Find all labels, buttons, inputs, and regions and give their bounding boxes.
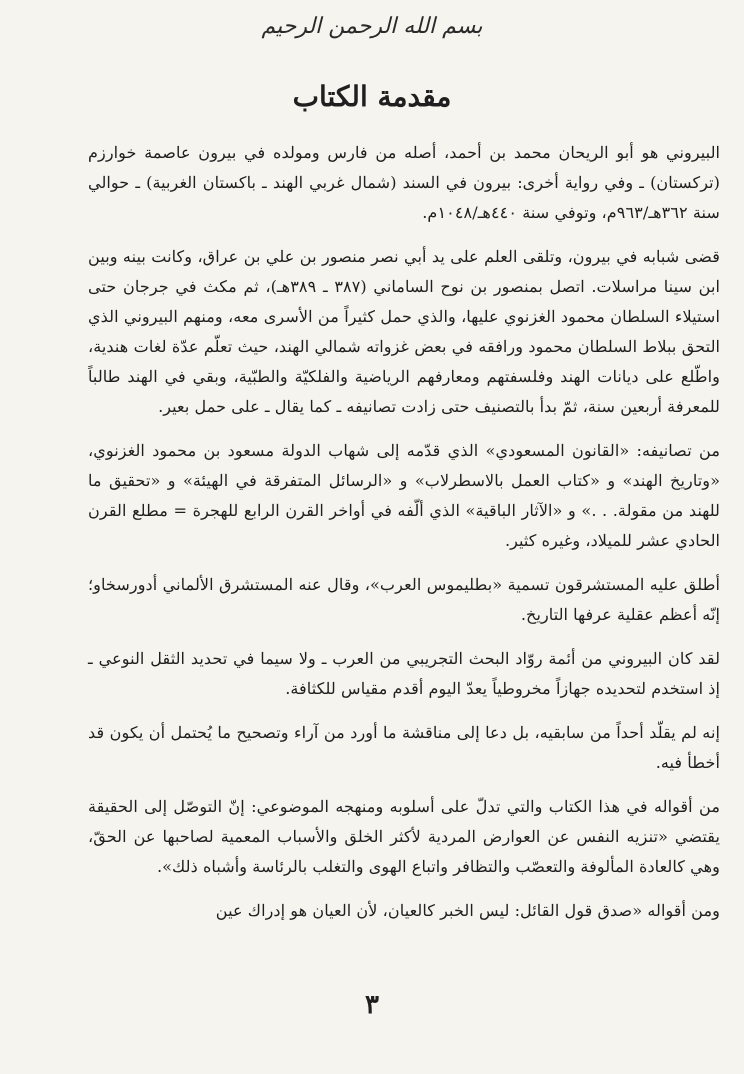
paragraph-6: إنه لم يقلّد أحداً من سابقيه، بل دعا إلى مناقشة ما أورد من آراء وتصحيح ما يُحتمل أن يكون قد أخطأ فيه.: [88, 723, 720, 772]
paragraph-4: أطلق عليه المستشرقون تسمية «بطليموس العرب»، وقال عنه المستشرق الألماني أدورسخاو؛ إنّه أعظم عقلية عرفها التاريخ.: [88, 575, 720, 624]
paragraph-8: ومن أقواله «صدق قول القائل: ليس الخبر كالعيان، لأن العيان هو إدراك عين: [215, 901, 720, 920]
paragraph-1: البيروني هو أبو الريحان محمد بن أحمد، أصله من فارس ومولده في بيرون عاصمة خوارزم (تركستان) ـ وفي رواية أخرى: بيرون في السند (شمال غربي الهند ـ باكستان الغربية) ـ حوالي سنة ٣٦٢هـ/٩٦٣م، وتوفي سنة ٤٤٠هـ/١٠٤٨م.: [88, 143, 720, 222]
paragraph-7: من أقواله في هذا الكتاب والتي تدلّ على أسلوبه ومنهجه الموضوعي: إنّ التوصّل إلى الحقيقة يقتضي «تنزيه النفس عن العوارض المردية لأكثر الخلق والأسباب المعمية لصاحبها عن الحقّ، وهي كالعادة المألوفة والتعصّب والتظافر واتباع الهوى والتغلب بالرئاسة وأشباه ذلك».: [88, 797, 720, 876]
paragraph-3: من تصانيفه: «القانون المسعودي» الذي قدّمه إلى شهاب الدولة مسعود بن محمود الغزنوي، «وتاريخ الهند» و «كتاب العمل بالاسطرلاب» و «الرسائل المتفرقة في الهيئة» و «تحقيق ما للهند من مقولة. . .» و «الآثار الباقية» الذي ألّفه في أواخر القرن الرابع للهجرة = مطلع القرن الحادي عشر للميلاد، وغيره كثير.: [88, 441, 720, 550]
body-text: [88, 138, 720, 940]
page-title: مقدمة الكتاب: [292, 80, 452, 113]
page-number: ٣: [365, 990, 379, 1020]
basmala-heading: بسم الله الرحمن الرحيم: [261, 14, 483, 39]
paragraph-5: لقد كان البيروني من أئمة روّاد البحث التجريبي من العرب ـ ولا سيما في تحديد الثقل النوعي ـ إذ استخدم لتحديده جهازاً مخروطياً يعدّ اليوم أقدم مقياس للكثافة.: [88, 649, 720, 698]
paragraph-2: قضى شبابه في بيرون، وتلقى العلم على يد أبي نصر منصور بن علي بن عراق، وكانت بينه وبين ابن سينا مراسلات. اتصل بمنصور بن نوح الساماني (٣٨٧ ـ ٣٨٩هـ)، ثم مكث في جرجان حتى استيلاء السلطان محمود الغزنوي عليها، والذي حمل كثيراً من الأسرى معه، ومنهم البيروني الذي التحق ببلاط السلطان محمود ورافقه في بعض غزواته شمالي الهند، حيث تعلّم عدّة لغات هندية، واطّلع على ديانات الهند وفلسفتهم ومعارفهم الرياضية والفلكيّة والطبّية، وبقي في الهند طالباً للمعرفة أربعين سنة، ثمّ بدأ بالتصنيف حتى زادت تصانيفه ـ كما يقال ـ على حمل بعير.: [88, 247, 720, 416]
